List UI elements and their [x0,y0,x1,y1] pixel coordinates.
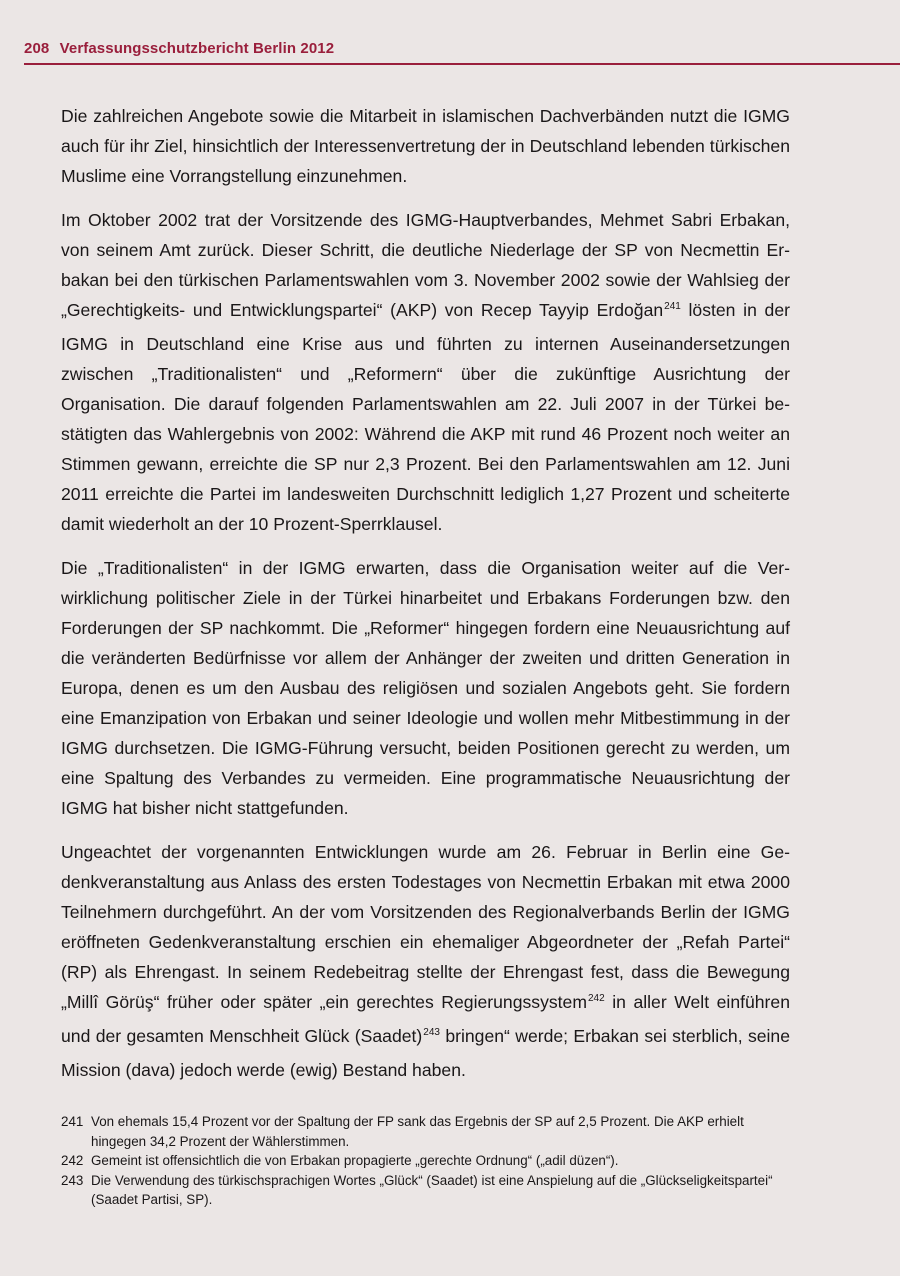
page-number: 208 [24,40,50,57]
paragraph-4-part-3: bringen“ werde; Erbakan sei sterblich, seine Mission (dava) jedoch werde (ewig) Bestand haben. [61,1026,790,1080]
footnote-ref-242[interactable]: 242 [588,993,605,1004]
footnote-text: Die Verwendung des türkischsprachigen Wortes „Glück“ (Saadet) ist eine Anspielung auf die „Glückseligkeitspartei“ (Saadet Partisi, SP). [91,1172,773,1207]
footnote-number: 241 [61,1114,84,1129]
header-divider [24,63,900,65]
footnote-242 [61,1151,790,1171]
paragraph-4 [61,837,790,1085]
footnote-241 [61,1112,790,1151]
footnote-243 [61,1171,790,1210]
paragraph-3: Die „Traditionalisten“ in der IGMG erwarten, dass die Organisation weiter auf die Verwirklichung politischer Ziele in der Türkei hinarbeitet und Erbakans Forderungen bzw. den Forderungen der SP nachkommt. Die „Reformer“ hingegen fordern eine Neuausrichtung auf die veränderten Bedürfnisse vor allem der Anhänger der zweiten und dritten Generation in Europa, denen es um den Ausbau des religiösen und sozialen Angebots geht. Sie fordern eine Emanzipation von Erbakan und seiner Ideologie und wollen mehr Mitbestimmung in der IGMG durchsetzen. Die IGMG-Führung versucht, beiden Positionen gerecht zu werden, um eine Spaltung des Verbandes zu vermeiden. Eine programmatische Neuausrichtung der IGMG hat bisher nicht stattgefunden. [61,558,790,818]
paragraph-2-part-1: Im Oktober 2002 trat der Vorsitzende des IGMG-Hauptverbandes, Mehmet Sabri Erbakan, von seinem Amt zurück. Dieser Schritt, die deutliche Niederlage der SP von Necmettin Erbakan bei den türkischen Parlamentswahlen vom 3. November 2002 sowie der Wahlsieg der „Gerechtigkeits- und Entwicklungspartei“ (AKP) von Recep Tayyip Erdoğan [61,210,790,320]
paragraph-1: Die zahlreichen Angebote sowie die Mitarbeit in islamischen Dachverbänden nutzt die IGMG auch für ihr Ziel, hinsichtlich der Interessenvertretung der in Deutschland lebenden türkischen Muslime eine Vorrangstellung einzunehmen. [61,106,790,186]
paragraph-4-part-1: Ungeachtet der vorgenannten Entwicklungen wurde am 26. Februar in Berlin eine Gedenkveranstaltung aus Anlass des ersten Todestages von Necmettin Erbakan mit etwa 2000 Teilnehmern durchgeführt. An der vom Vorsitzenden des Regionalverbands Berlin der IGMG eröffneten Gedenkveranstaltung erschien ein ehemaliger Abgeordneter der „Refah Partei“ (RP) als Ehrengast. In seinem Redebeitrag stellte der Ehrengast fest, dass die Bewegung „Millî Görüş“ früher oder später „ein gerechtes Regierungssystem [61,842,790,1012]
paragraph-2-part-2: lösten in der IGMG in Deutschland eine Krise aus und führten zu internen Auseinandersetzungen zwischen „Traditionalisten“ und „Reformern“ über die zukünftige Ausrichtung der Organisation. Die darauf folgenden Parlamentswahlen am 22. Juli 2007 in der Türkei bestätigten das Wahlergebnis von 2002: Während die AKP mit rund 46 Prozent noch weiter an Stimmen gewann, erreichte die SP nur 2,3 Prozent. Bei den Parlamentswahlen am 12. Juni 2011 erreichte die Partei im landesweiten Durchschnitt lediglich 1,27 Prozent und scheiterte damit wiederholt an der 10 Prozent-Sperrklausel. [61,300,790,534]
footnotes [61,1112,790,1210]
paragraph-2 [61,205,790,539]
footnote-text: Von ehemals 15,4 Prozent vor der Spaltung der FP sank das Ergebnis der SP auf 2,5 Prozent. Die AKP erhielt hingegen 34,2 Prozent der Wählerstimmen. [91,1114,744,1149]
paragraph-4-part-2: in aller Welt einführen und der gesamten Menschheit Glück (Saadet) [61,992,790,1046]
publication-title: Verfassungsschutzbericht Berlin 2012 [59,40,335,57]
footnote-number: 243 [61,1172,84,1188]
footnote-number: 242 [61,1153,84,1168]
running-header [24,40,334,57]
footnote-text: Gemeint ist offensichtlich die von Erbakan propagierte „gerechte Ordnung“ („adil düzen“). [91,1153,619,1168]
footnote-ref-243[interactable]: 243 [423,1027,440,1038]
body-text [61,101,790,1099]
footnote-ref-241[interactable]: 241 [664,301,681,312]
